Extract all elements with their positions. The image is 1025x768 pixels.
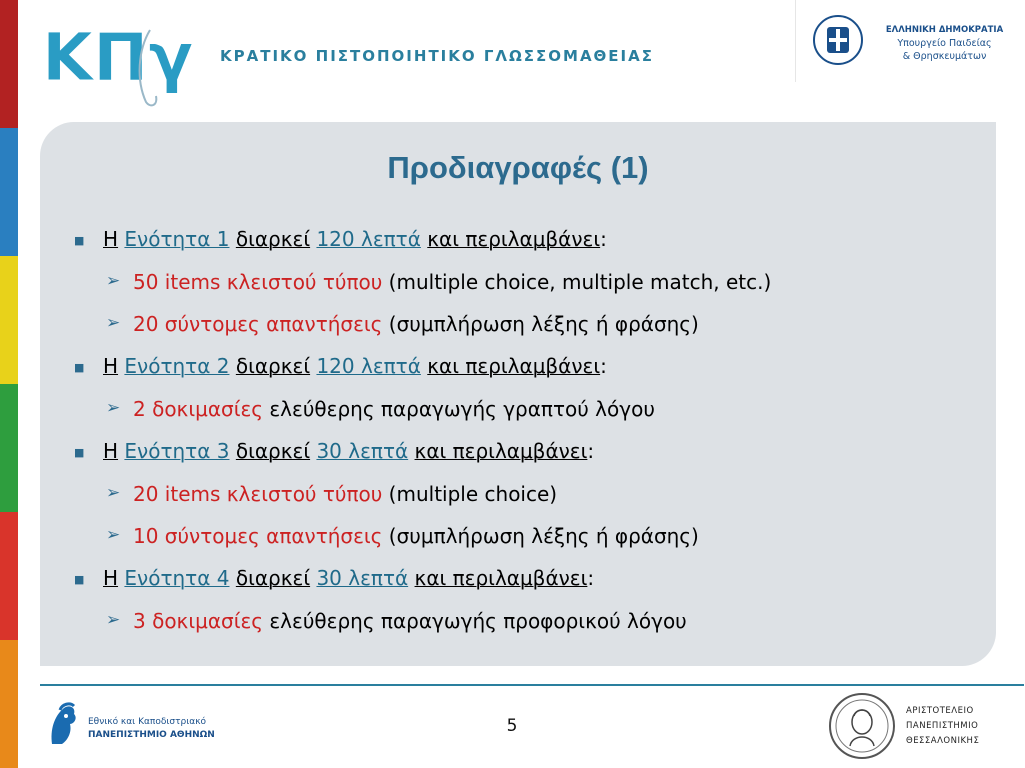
list-subitem: [133, 312, 699, 336]
greek-emblem-icon: [812, 14, 864, 66]
colon: :: [600, 354, 607, 378]
kpg-logo-text: ΚΠγ: [42, 19, 194, 96]
footer-divider: [40, 684, 1024, 686]
arrow-bullet-icon: ➢: [106, 398, 121, 418]
subitem-text: (multiple choice): [382, 482, 558, 506]
gov-line1: ΕΛΛΗΝΙΚΗ ΔΗΜΟΚΡΑΤΙΑ: [885, 25, 1004, 35]
subitem-text: ελεύθερης παραγωγής γραπτού λόγου: [263, 397, 655, 421]
uoa-line1: Εθνικό και Καποδιστριακό: [88, 717, 207, 727]
stripe-red: [0, 0, 18, 128]
section-name: Ενότητα 2: [124, 354, 230, 378]
subitem-highlight: 20 items κλειστού τύπου: [133, 482, 383, 506]
list-item-section-4: [103, 566, 594, 590]
auth-line3: ΘΕΣΣΑΛΟΝΙΚΗΣ: [906, 736, 980, 746]
duration: 30 λεπτά: [316, 566, 409, 590]
item-verb: διαρκεί: [235, 566, 311, 590]
list-item-section-2: [103, 354, 607, 378]
arrow-bullet-icon: ➢: [106, 313, 121, 333]
aristotle-seal-icon: [828, 692, 896, 760]
bullet-square-icon: ■: [74, 446, 85, 459]
item-verb: διαρκεί: [235, 354, 311, 378]
subitem-text: ελεύθερης παραγωγής προφορικού λόγου: [263, 609, 687, 633]
stripe-orange: [0, 640, 18, 768]
slide-title: Προδιαγραφές (1): [387, 150, 649, 185]
auth-line1: ΑΡΙΣΤΟΤΕΛΕΙΟ: [906, 706, 974, 716]
item-verb: διαρκεί: [235, 227, 311, 251]
item-prefix: Η: [103, 354, 119, 378]
arrow-bullet-icon: ➢: [106, 610, 121, 630]
kpg-logo: [38, 10, 194, 110]
gov-line3: & Θρησκευμάτων: [902, 51, 987, 62]
subitem-highlight: 10 σύντομες απαντήσεις: [133, 524, 383, 548]
list-subitem: [133, 524, 699, 548]
gov-line2: Υπουργείο Παιδείας: [897, 38, 992, 49]
colon: :: [587, 439, 595, 463]
subitem-text: (multiple choice, multiple match, etc.): [382, 270, 772, 294]
subitem-text: (συμπλήρωση λέξης ή φράσης): [382, 312, 699, 336]
item-includes: και περιλαμβάνει: [427, 227, 601, 251]
auth-name: [906, 704, 979, 749]
bullet-square-icon: ■: [74, 234, 85, 247]
item-prefix: Η: [103, 439, 119, 463]
uoa-name: [88, 716, 215, 742]
stripe-green: [0, 384, 18, 512]
list-subitem: [133, 482, 557, 506]
stripe-blue: [0, 128, 18, 256]
header-title: ΚΡΑΤΙΚΟ ΠΙΣΤΟΠΟΙΗΤΙΚΟ ΓΛΩΣΣΟΜΑΘΕΙΑΣ: [220, 47, 654, 65]
duration: 30 λεπτά: [316, 439, 409, 463]
auth-line2: ΠΑΝΕΠΙΣΤΗΜΙΟ: [906, 721, 979, 731]
list-item-section-3: [103, 439, 594, 463]
duration: 120 λεπτά: [316, 354, 421, 378]
subitem-highlight: 50 items κλειστού τύπου: [133, 270, 383, 294]
section-name: Ενότητα 3: [124, 439, 230, 463]
arrow-bullet-icon: ➢: [106, 483, 121, 503]
subitem-highlight: 2 δοκιμασίες: [133, 397, 264, 421]
colon: :: [600, 227, 607, 251]
item-prefix: Η: [103, 227, 119, 251]
bullet-square-icon: ■: [74, 573, 85, 586]
page-number: 5: [506, 716, 518, 736]
color-stripe: [0, 0, 18, 768]
list-subitem: [133, 270, 771, 294]
stripe-yellow: [0, 256, 18, 384]
bullet-square-icon: ■: [74, 361, 85, 374]
list-subitem: [133, 397, 655, 421]
stripe-red2: [0, 512, 18, 640]
item-verb: διαρκεί: [235, 439, 311, 463]
item-includes: και περιλαμβάνει: [414, 439, 588, 463]
gov-text: [872, 24, 1017, 63]
athena-logo-icon: [44, 700, 82, 748]
item-includes: και περιλαμβάνει: [414, 566, 588, 590]
duration: 120 λεπτά: [316, 227, 421, 251]
list-subitem: [133, 609, 687, 633]
colon: :: [587, 566, 595, 590]
section-name: Ενότητα 4: [124, 566, 230, 590]
section-name: Ενότητα 1: [124, 227, 230, 251]
subitem-text: (συμπλήρωση λέξης ή φράσης): [382, 524, 699, 548]
arrow-bullet-icon: ➢: [106, 525, 121, 545]
arrow-bullet-icon: ➢: [106, 271, 121, 291]
subitem-highlight: 3 δοκιμασίες: [133, 609, 264, 633]
uoa-line2: ΠΑΝΕΠΙΣΤΗΜΙΟ ΑΘΗΝΩΝ: [88, 730, 215, 740]
subitem-highlight: 20 σύντομες απαντήσεις: [133, 312, 383, 336]
list-item-section-1: [103, 227, 607, 251]
item-prefix: Η: [103, 566, 119, 590]
item-includes: και περιλαμβάνει: [427, 354, 601, 378]
